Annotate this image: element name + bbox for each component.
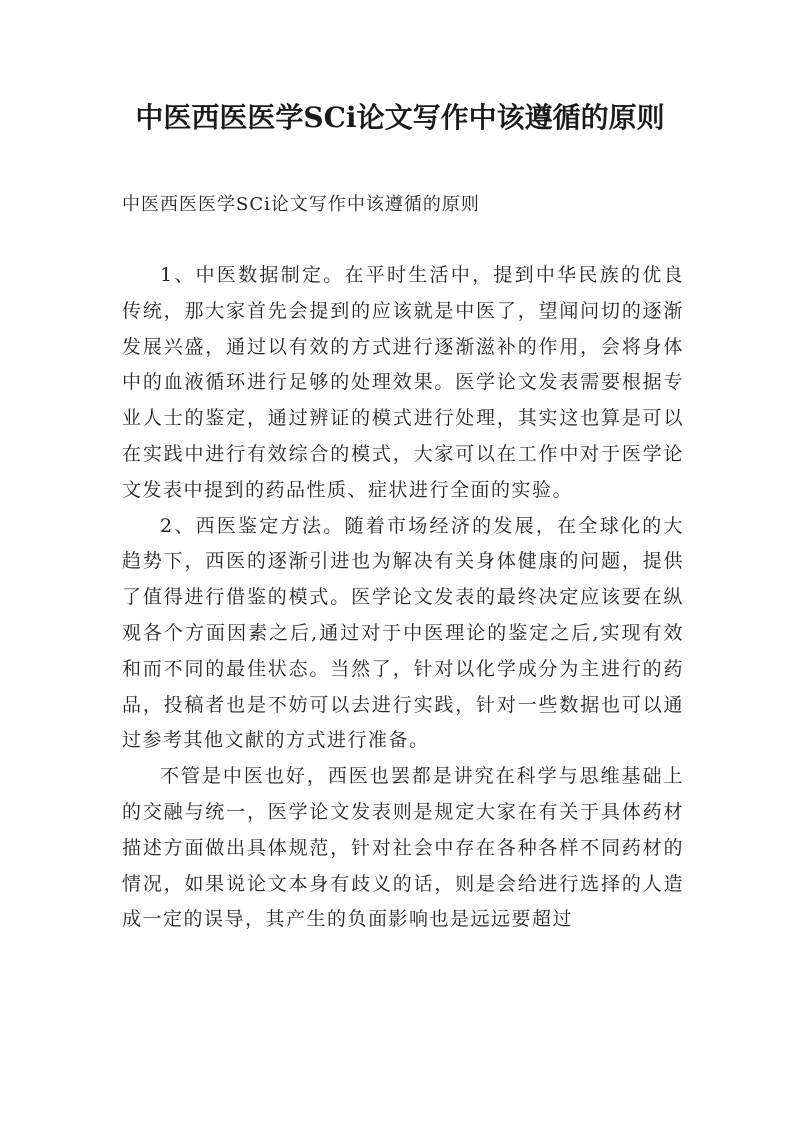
document-subtitle: 中医西医医学SCi论文写作中该遵循的原则 [122, 194, 480, 215]
paragraph: 2、西医鉴定方法。随着市场经济的发展，在全球化的大趋势下，西医的逐渐引进也为解决有关身体健康的问题，提供了值得进行借鉴的模式。医学论文发表的最终决定应该要在纵观各个方面因素之后,通过对于中医理论的鉴定之后,实现有效和而不同的最佳状态。当然了，针对以化学成分为主进行的药品，投稿者也是不妨可以去进行实践，针对一些数据也可以通过参考其他文献的方式进行准备。 [122, 514, 684, 752]
paragraph: 1、中医数据制定。在平时生活中，提到中华民族的优良传统，那大家首先会提到的应该就是中医了，望闻问切的逐渐发展兴盛，通过以有效的方式进行逐渐滋补的作用，会将身体中的血液循环进行足够的处理效果。医学论文发表需要根据专业人士的鉴定，通过辨证的模式进行处理，其实这也算是可以在实践中进行有效综合的模式，大家可以在工作中对于医学论文发表中提到的药品性质、症状进行全面的实验。 [122, 264, 684, 501]
document-body [122, 258, 684, 938]
paragraph: 不管是中医也好，西医也罢都是讲究在科学与思维基础上的交融与统一，医学论文发表则是规定大家在有关于具体药材描述方面做出具体规范，针对社会中存在各种各样不同药材的情况，如果说论文本身有歧义的话，则是会给进行选择的人造成一定的误导，其产生的负面影响也是远远要超过 [122, 765, 684, 931]
document-title: 中医西医医学SCi论文写作中该遵循的原则 [135, 101, 665, 134]
